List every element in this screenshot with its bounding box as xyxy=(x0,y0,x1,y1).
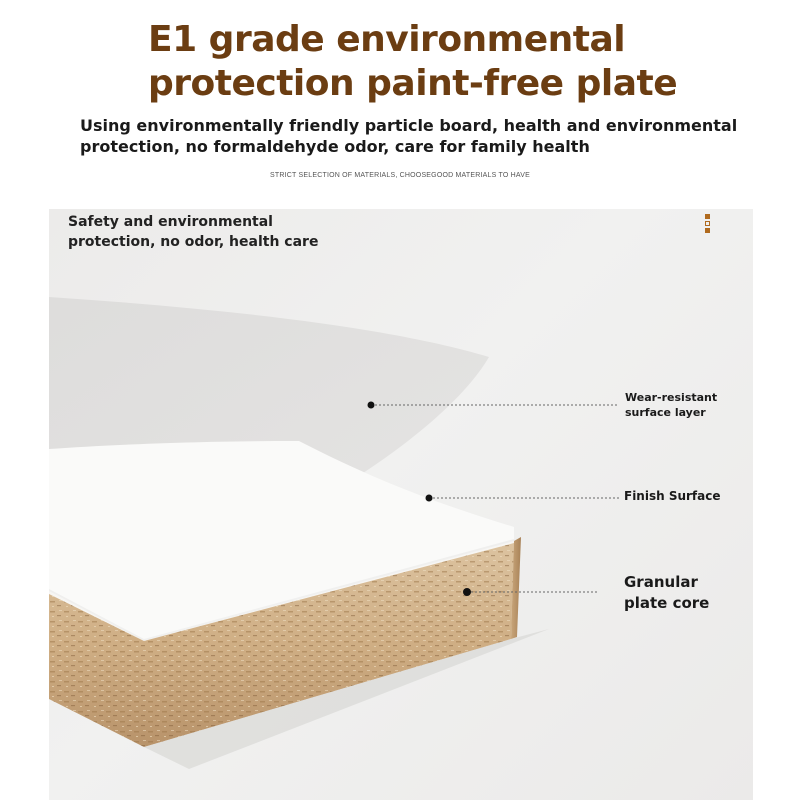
panel-heading-line-2: protection, no odor, health care xyxy=(68,234,319,250)
core-label-line-1: Granular xyxy=(624,573,698,591)
wear-callout-marker xyxy=(368,402,375,409)
finish-callout-marker xyxy=(426,495,433,502)
title-line-1: E1 grade environmental xyxy=(148,19,626,60)
panel-heading xyxy=(68,212,388,252)
page-subtitle xyxy=(80,115,780,157)
title-line-2: protection paint-free plate xyxy=(148,63,678,104)
board-layers-illustration xyxy=(49,209,753,800)
decorative-dots-icon xyxy=(705,214,713,235)
subtitle-line-1: Using environmentally friendly particle board, health and environmental xyxy=(80,116,738,135)
finish-surface-label xyxy=(624,488,721,504)
panel-heading-line-1: Safety and environmental xyxy=(68,214,273,230)
page-title xyxy=(148,18,768,106)
wear-label-line-2: surface layer xyxy=(625,406,706,419)
finish-label-line-1: Finish Surface xyxy=(624,489,721,503)
core-callout-marker xyxy=(463,588,471,596)
wear-label-line-1: Wear-resistant xyxy=(625,391,718,404)
core-label xyxy=(624,572,709,614)
core-label-line-2: plate core xyxy=(624,594,710,612)
tagline: STRICT SELECTION OF MATERIALS, CHOOSEGOOD MATERIALS TO HAVE xyxy=(270,172,530,179)
wear-layer-label xyxy=(625,390,717,420)
subtitle-line-2: protection, no formaldehyde odor, care for family health xyxy=(80,137,590,156)
product-illustration-panel xyxy=(49,209,753,800)
